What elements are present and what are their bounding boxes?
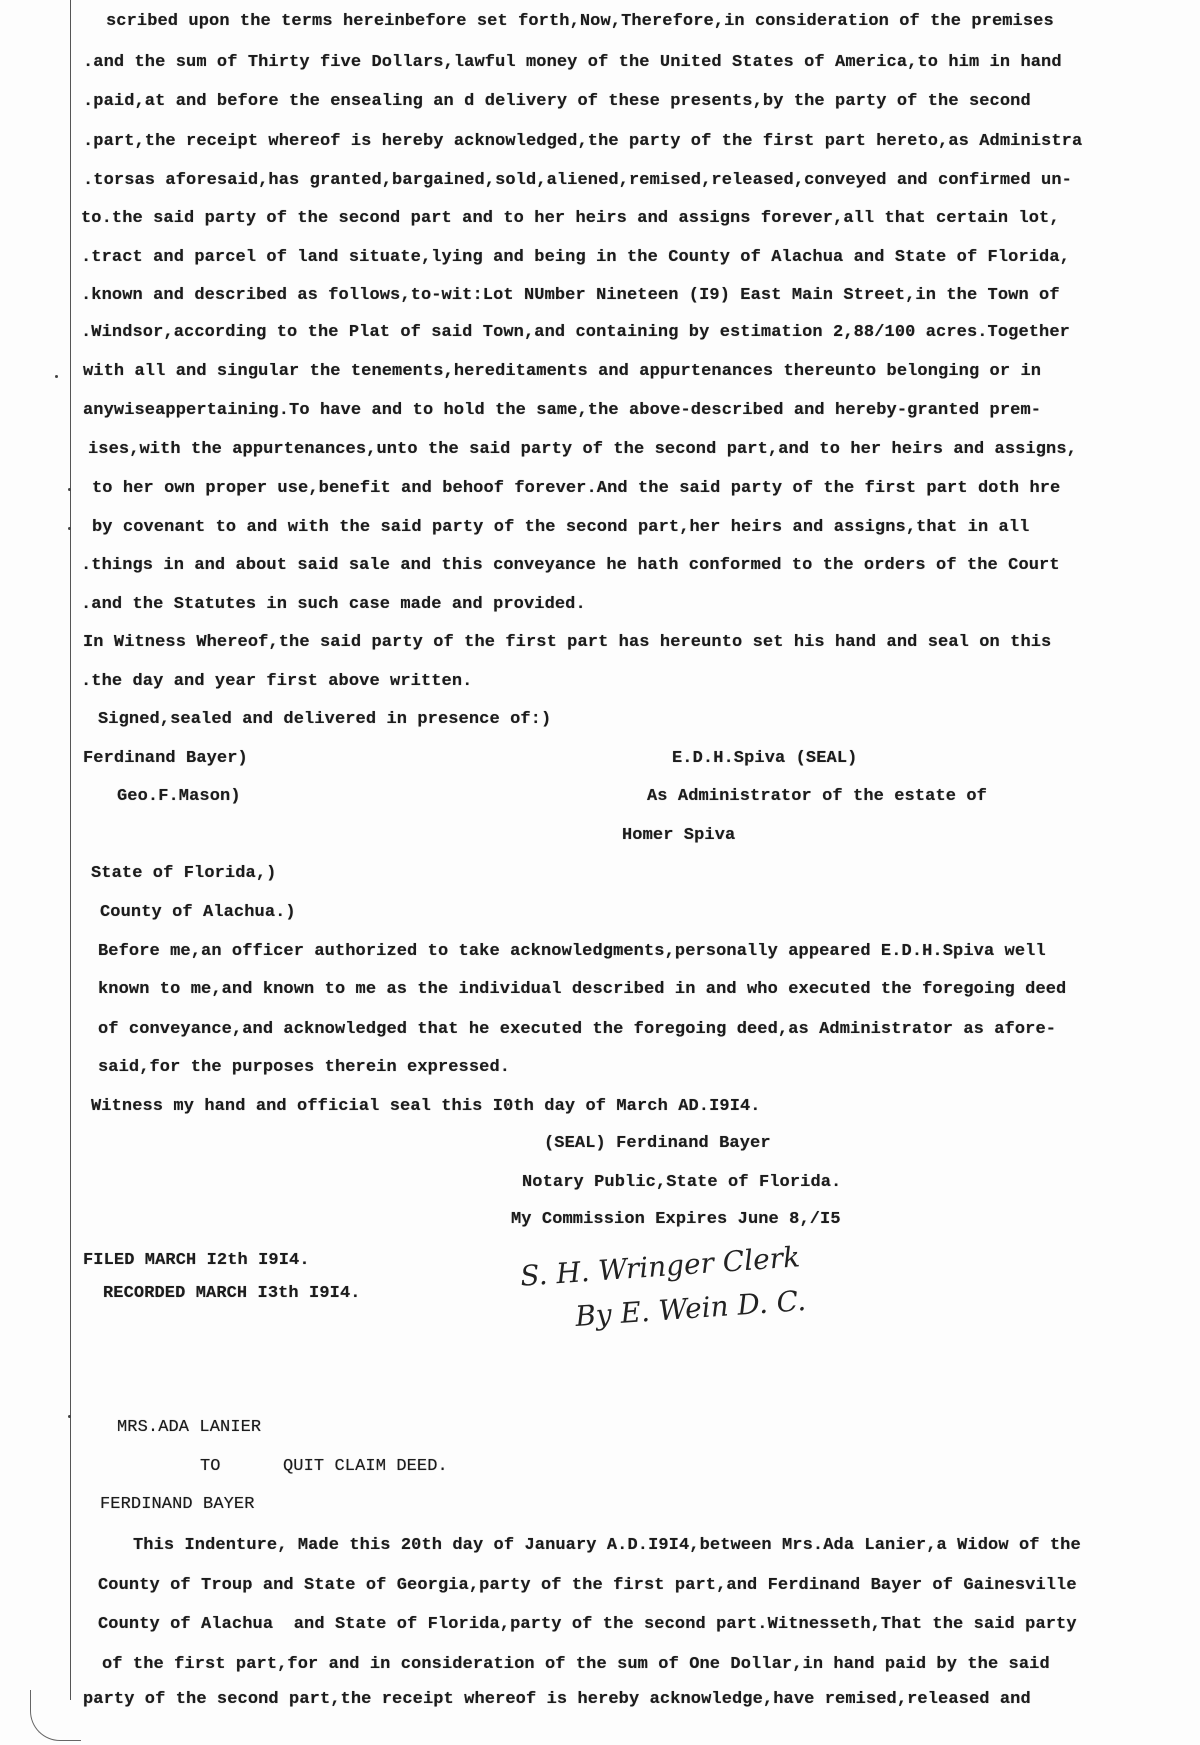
deed2-line: of the first part,for and in consideration of the sum of One Dollar,in hand paid by the said bbox=[102, 1655, 1050, 1674]
ack-county: County of Alachua.) bbox=[100, 903, 296, 922]
ack-line: known to me,and known to me as the individual described in and who executed the foregoing deed bbox=[98, 980, 1067, 999]
margin-speck bbox=[68, 1415, 71, 1418]
notary-signature: (SEAL) Ferdinand Bayer bbox=[544, 1134, 771, 1153]
deed-line: .and the sum of Thirty five Dollars,lawful money of the United States of America,to him in hand bbox=[83, 53, 1062, 72]
deed2-to: TO bbox=[200, 1457, 221, 1476]
deed-line: Signed,sealed and delivered in presence of:) bbox=[98, 710, 552, 729]
deed-line: scribed upon the terms hereinbefore set forth,Now,Therefore,in consideration of the premises bbox=[106, 12, 1054, 31]
deed-line: .paid,at and before the ensealing an d delivery of these presents,by the party of the second bbox=[83, 92, 1031, 111]
deed-line: .tract and parcel of land situate,lying and being in the County of Alachua and State of Florida, bbox=[81, 248, 1070, 267]
deed-line: ises,with the appurtenances,unto the said party of the second part,and to her heirs and assigns, bbox=[88, 440, 1077, 459]
deed2-grantee: FERDINAND BAYER bbox=[100, 1495, 255, 1514]
deed2-line: County of Alachua and State of Florida,party of the second part.Witnesseth,That the said party bbox=[98, 1615, 1077, 1634]
deed-line: .things in and about said sale and this conveyance he hath conformed to the orders of the Court bbox=[81, 556, 1060, 575]
deed2-line: County of Troup and State of Georgia,party of the first part,and Ferdinand Bayer of Gainesville bbox=[98, 1576, 1077, 1595]
ack-line: Witness my hand and official seal this I0th day of March AD.I9I4. bbox=[91, 1097, 761, 1116]
deed2-type: QUIT CLAIM DEED. bbox=[283, 1457, 448, 1476]
grantor-signature: E.D.H.Spiva (SEAL) bbox=[672, 749, 858, 768]
left-margin-rule bbox=[70, 0, 71, 1700]
page-corner-curl bbox=[30, 1690, 81, 1741]
deed-line: .torsas aforesaid,has granted,bargained,sold,aliened,remised,released,conveyed and confirmed un- bbox=[83, 171, 1072, 190]
deed-line: by covenant to and with the said party of the second part,her heirs and assigns,that in all bbox=[92, 518, 1030, 537]
notary-title: Notary Public,State of Florida. bbox=[522, 1173, 842, 1192]
deed-line: In Witness Whereof,the said party of the first part has hereunto set his hand and seal on this bbox=[83, 633, 1052, 652]
margin-speck bbox=[55, 375, 58, 378]
deputy-signature: By E. Wein D. C. bbox=[574, 1283, 807, 1334]
deed2-line: This Indenture, Made this 20th day of January A.D.I9I4,between Mrs.Ada Lanier,a Widow of the bbox=[133, 1536, 1081, 1555]
deed-line: to.the said party of the second part and to her heirs and assigns forever,all that certain lot, bbox=[81, 209, 1060, 228]
ack-line: Before me,an officer authorized to take acknowledgments,personally appeared E.D.H.Spiva well bbox=[98, 942, 1046, 961]
ack-line: of conveyance,and acknowledged that he executed the foregoing deed,as Administrator as afore- bbox=[98, 1020, 1057, 1039]
witness-1: Ferdinand Bayer) bbox=[83, 749, 248, 768]
ack-line: said,for the purposes therein expressed. bbox=[98, 1058, 511, 1077]
deed-line: .Windsor,according to the Plat of said Town,and containing by estimation 2,88/100 acres.Together bbox=[81, 323, 1070, 342]
commission-expiry: My Commission Expires June 8,/I5 bbox=[511, 1210, 841, 1229]
deed-line: .known and described as follows,to-wit:Lot NUmber Nineteen (I9) East Main Street,in the Town of bbox=[81, 286, 1060, 305]
clerk-signature: S. H. Wringer Clerk bbox=[519, 1240, 801, 1293]
recorded-date: RECORDED MARCH I3th I9I4. bbox=[103, 1284, 361, 1303]
deed-line: to her own proper use,benefit and behoof forever.And the said party of the first part doth hre bbox=[92, 479, 1061, 498]
deed-line: with all and singular the tenements,hereditaments and appurtenances thereunto belonging or in bbox=[83, 362, 1042, 381]
deed2-grantor: MRS.ADA LANIER bbox=[117, 1418, 262, 1437]
deed-line: .and the Statutes in such case made and provided. bbox=[81, 595, 586, 614]
deed-line: .the day and year first above written. bbox=[81, 672, 473, 691]
witness-2: Geo.F.Mason) bbox=[117, 787, 241, 806]
deed-line: .part,the receipt whereof is hereby acknowledged,the party of the first part hereto,as Administra bbox=[83, 132, 1083, 151]
estate-name: Homer Spiva bbox=[622, 826, 736, 845]
ack-state: State of Florida,) bbox=[91, 864, 277, 883]
deed-line: anywiseappertaining.To have and to hold the same,the above-described and hereby-granted prem- bbox=[83, 401, 1042, 420]
filed-date: FILED MARCH I2th I9I4. bbox=[83, 1251, 310, 1270]
margin-speck bbox=[68, 488, 71, 491]
deed2-line: party of the second part,the receipt whereof is hereby acknowledge,have remised,released and bbox=[83, 1690, 1031, 1709]
grantor-role: As Administrator of the estate of bbox=[647, 787, 987, 806]
margin-speck bbox=[68, 527, 71, 530]
